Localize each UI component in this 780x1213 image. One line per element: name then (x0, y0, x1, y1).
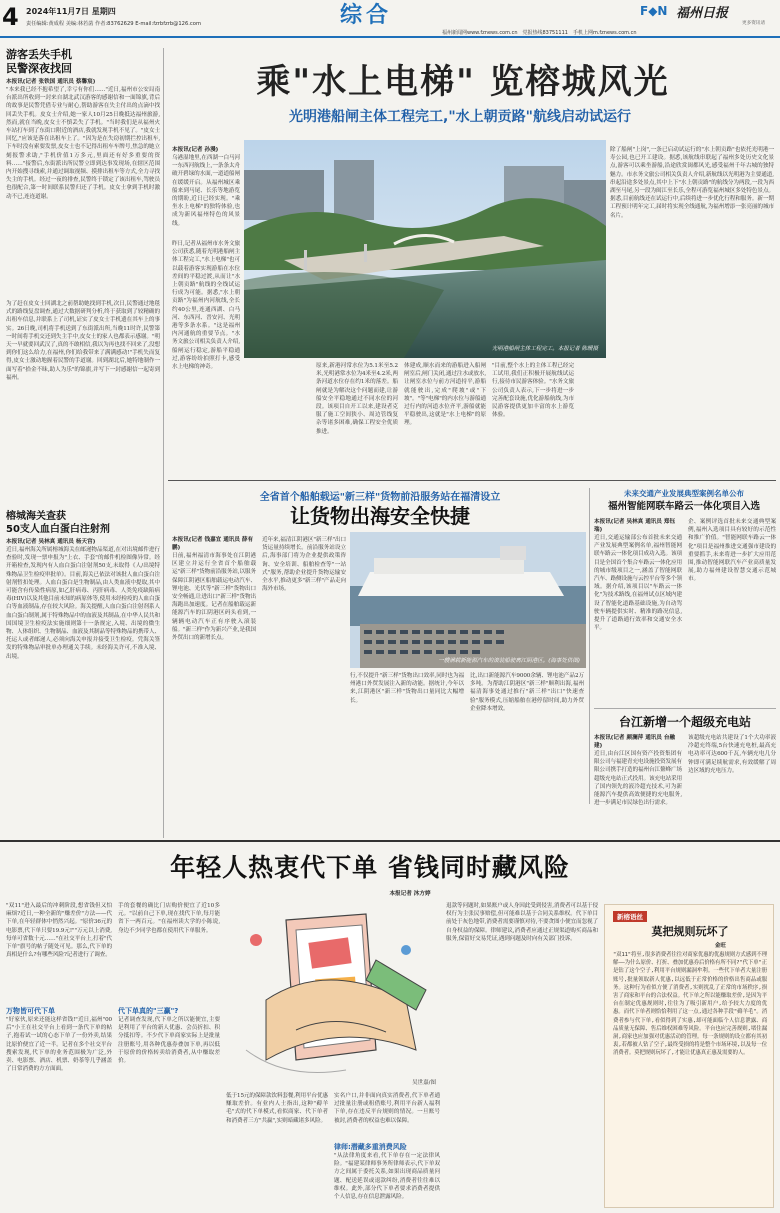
lead-photo (244, 140, 606, 358)
lead-text-6: 除了船闸"上岗",一条已启动试运行的"水上朝贡路"也依托光明港一寿公园,也已开工建设。据悉,该航线串联起了福州多处历史文化景点,游客可以乘坐游船,沿途欣赏闽都风光,感受福州千年古城的独特魅力。市水务文旅公司相关负责人介绍,新航线以光明港为主要通道,串起沿途多处景点,其中上下"水上朝贡路"的航线分为两段,一段为西湖至马尾,另一段为闽江至长乐,全程可游览福州城区多处特色景点。据悉,目前航线还在试运行中,后续将进一步优化行程和服务。新一期工程预计明年完工,届时将实现全线通航,为福州增添一张亮丽的城市名片。 (610, 147, 774, 219)
ship-text-3: 行,不仅提升"新三样"货物出口效率,同时也为福州港口外贸发展注入新的动能。据统计,今年以来,江阴港区"新三样"货物出口量同比大幅增长。 (350, 673, 464, 704)
customs-article (6, 510, 160, 840)
commentary-tag: 新榕语丝 (613, 911, 647, 922)
masthead-rule (0, 36, 780, 38)
youth-col4 (334, 1092, 440, 1208)
youth-text-2: 手的套餐的确比门店购价便宜了近10多元。"以前自己下单,现在找代下单,每月能省下一两百元。"在福州读大学的小陈说,身边不少同学也都在使用代下单服务。 (118, 903, 220, 934)
lead-text-1: 乌港湿地里,在西湖一白马河一东西河航线上,一条条太舟破开碧绿的水面,一道道船闸在缓缓开启。从福州城区乘船来到马尾、长乐等地游览的期盼,近日已经实现。"乘坐水上电梯"的独特体验,也成为新风福州特色的风景线。 (172, 155, 240, 227)
masthead-side-label: 更多资讯请 (742, 21, 765, 26)
youth-col1 (6, 902, 112, 1211)
ship-text-1: 日前,福州福清市海事处在江阴港区建立并运行全省首个船舶载运"新三样"货物前沿服务站,以服务保障江阴港区船舶载运电动汽车、锂电池、光伏等"新三样"货物出口安全畅通,让进出口"新三样"货物出海跑出加速度。记者在船舶载运新能源汽车的江阴港区码头看到,一辆辆电动汽车正有序驶入滚装船。"新三样"作为新兴产业,是我国外贸出口的新增长点。 (172, 553, 256, 642)
youth-illustration (226, 900, 442, 1086)
commentary-body: "双11"将至,很多消费者往往对商家优惠的优惠规则方式感到不理解——为什么原价、打折、叠加优惠券后价格有所不同?"代下单"正是钻了这个空子,利用平台规则漏洞牟利。一些代下单者大量注册账号,批量领取新人优惠,以远低于正常价格的价格出售商品或服务。这种行为看似方便了消费者,实则扰乱了正常的市场秩序,损害了商家和平台的合法权益。代下单之所以能赚取差价,是因为平台在制定优惠规则时,往往为了吸引新用户,给予较大力度的优惠。而代下单者则恰恰利用了这一点,通过各种手段"薅羊毛"。消费者参与代下单,看似得到了实惠,却可能面临个人信息泄露、商品质量无保障、售后维权困难等风险。平台也应完善规则,堵住漏洞,商家也应加强对优惠活动的管理。每一条规则的设立都有其初衷,若都被人钻了空子,最终受损的将是整个市场环境,以及每一位消费者。莫把规则玩坏了,才能让优惠真正惠及需要的人。 (613, 952, 767, 1057)
bottom-section-rule (0, 840, 780, 842)
masthead (0, 0, 780, 44)
charge-body: 近日,由台江区国有资产投资集团有限公司与福建青充电设施投资发展有限公司携手打造的福州台江鳌峰广场超级充电站正式投用。该充电站采用了国内领先的液冷超充技术,可为新能源汽车提供高效便捷的充电服务,进一步满足市民绿色出行需求。 (594, 751, 682, 807)
ev-title: 福州智能网联车路云一体化项目入选 (607, 501, 760, 512)
ev-col1 (594, 518, 682, 706)
lead-byline: 本报讯(记者 孙漫) (172, 147, 219, 153)
page-number: 4 (2, 3, 19, 31)
ship-title: 让货物出海安全快捷 (290, 504, 470, 528)
ev-body: 近日,交通运输部公布首批未来交通产业发展典型案例名单,福州智能网联车路云一体化项目成功入选。该项目是全国首个集合车路云一体化应用的城市级项目之一,涵盖了智能网联汽车、路侧设施与云控平台等多个领域。据介绍,该项目以"车路云一体化"为技术路线,在福州试点区域内建设了智能化道路基础设施,为自动驾驶车辆提供实时、精准的路况信息,提升了道路通行效率和交通安全水平。 (594, 535, 682, 632)
ship-text-4: 比,出口新能源汽车9000余辆、锂电池产品2万多吨。为帮助江阴港区"新三样"顺利出海,福州福清海事处通过推行"新三样"出口"快速查验"服务模式,压缩船舶在港停留时间,助力外贸企业降本增效。 (470, 673, 584, 712)
ev-byline: 本报讯(记者 吴林真 通讯员 郑钰瑞) (594, 519, 676, 533)
lost-phone-body: "本来我已经不抱希望了,幸亏有你们……"近日,福州市公安局南台派出所收到一封来自湖北武汉游客的感谢信和一面锦旗,背后的故事是民警凭借专业与耐心,帮助游客在失主付出的点滴中找回丢失手机。皮女士介绍,她一家人10月25日晚抵达福州旅游,然而,就在当晚,皮女士不慎丢失了手机。"当时我们是从福州火车站打车到了东街口附近的酒店,我就发现手机不见了。"皮女士回忆,"应该是落在出租车上了。"因为是在失窃初期拦控出租车,下车时没有索要发票,皮女士也不记得出租车车牌号,焦急的她立刻报警求助,"手机价值1万多元,里面还有好多重要的资料……"接警后,东街派出所民警立即到达事发现场,在辖区范围内开始搜寻线索,并通过调取视频、摸排出租车等方式,全力寻找失主的手机。经过一夜的排查,民警终于锁定了该出租车,驾驶员也很配合,第一时间联系民警归还了手机。皮女士拿到手机时激动不已,连连道谢。 (6, 87, 160, 200)
column-divider (163, 48, 164, 838)
ev-rule (594, 708, 776, 709)
lead-text-2: 昨日,记者从福州市水务文旅公司获悉,随着光明港船闸主体工程完工,"水上电梯"也可以载着游客实现游船在水位差间的平稳过渡,从而让"水上朝贡路"航线的全线试运行成为可能。据悉,"水上朝贡路"为福州内河航线,全长约40公里,连通西湖、白马河、东西河、晋安河、光明港等多条水系。"这是福州内河通航的重要节点。"水务文旅公司相关负责人介绍,船闸运行稳定,游船平稳通过,游客纷纷拍照打卡,感受水上电梯的神奇。 (172, 241, 240, 371)
masthead-subline: 福州新闻网www.fznews.com.cn 党报热线83751111 手机上网m.fznews.com.cn (442, 30, 637, 36)
youth-subhead-3: 律师:潜藏多重消费风险 (334, 1143, 407, 1151)
youth-subhead-2: 代下单真的"三赢"? (118, 1007, 179, 1015)
charge-title: 台江新增一个超级充电站 (618, 715, 751, 729)
ship-text-2: 近年来,福清江阴港区"新三样"出口货运量持续增长。前沿服务站设立后,海事部门将为企业提供政策咨询、安全培训、船舶检查等"一站式"服务,帮助企业提升货物运输安全水平,推动更多"新三样"产品走向海外市场。 (262, 537, 346, 593)
lead-text-4: 体建成,顺水而来的游船进入船闸闸室后,闸门关闭,通过注水或放水,让闸室水位与前方河道持平,游船就能驶出,完成"爬坡"或"下坡"。"等"电梯"的内水位与游船通过行内的河道水位齐平,游船就能平稳驶出,这就是"水上电梯"的原理。 (404, 363, 486, 427)
youth-text-2b: 记者调查发现,代下单之所以能便宜,主要是利用了平台的新人优惠、会员折扣、积分抵扣等。不少代下单商家实际上是批量注册账号,用各种优惠券叠加下单,再以低于原价的价格转卖给消费者,从中赚取差价。 (118, 1017, 220, 1065)
masthead-editor-line: 责任编辑:黄成程 美编:林若菡 作者:83762629 E-mail:fzrbfzrb@126.com (26, 21, 201, 27)
lead-col1 (172, 146, 240, 244)
youth-illustration-credit: 吴世嘉/图 (412, 1080, 436, 1086)
customs-byline: 本报讯(记者 吴林真 通讯员 杨天宫) (6, 539, 96, 545)
customs-title-1: 榕城海关查获 (6, 511, 66, 522)
phone-illustration (226, 900, 442, 1086)
youth-byline: 本报记者 沐方婷 (389, 891, 431, 897)
youth-text-3: 低于15元的保障款饮料套餐,利用平台优惠赚取差价。有业内人士指出,这种"薅羊毛"式的代下单模式,看似商家、代下单者和消费者三方"共赢",实则暗藏诸多风险。 (226, 1093, 328, 1124)
lost-phone-article (6, 48, 160, 488)
ev-kicker: 未来交通产业发展典型案例名单公布 (624, 489, 744, 498)
masthead-date: 2024年11月7日 星期四 (26, 7, 116, 16)
ship-byline: 本报讯(记者 钱嘉宜 通讯员 薛有鹏) (172, 537, 254, 551)
commentary-box (604, 904, 774, 1208)
section-title: 综合 (340, 3, 393, 28)
canal-photo (244, 140, 606, 358)
lead-text-5: "目前,整个水上的主体工程已经完工试用,我们正积极开展航线试运行,接待市民游客体验。"水务文旅公司负责人表示,下一步将进一步完善配套设施,优化游船航线,为市民游客提供更加丰富的水上游览体验。 (492, 363, 574, 419)
youth-text-5: 退款等问题时,如果账户或人身因此受到侵害,消费者可以基于侵权行为主张民事赔偿,但可能难以基于合同关系维权。代下单目前处于灰色地带,消费者需要谨慎对待,不要贪图小便宜而忽视了自身权益的保障。律师建议,消费者应通过正规渠道购买商品和服务,保留好交易凭证,遇到问题及时向有关部门投诉。 (446, 903, 598, 942)
charge-byline: 本报讯(记者 颜澜萍 通讯员 台融建) (594, 735, 676, 749)
charge-body-2: 该超级充电站共建设了1个大功率液冷超充终端,5台快速充电桩,最高充电功率可达600千瓦,车辆充电几分钟即可满足续航需求,有效缓解了周边区域的充电压力。 (688, 735, 776, 774)
ship-photo (350, 532, 586, 668)
youth-subhead-1: 万物皆可代下单 (6, 1007, 55, 1015)
youth-text-4b: "从法律角度来看,代下单存在一定法律风险。"福建某律师事务所律师表示,代下单双方之间属于委托关系,如果出现商品质量问题、配送延误或退款纠纷,消费者往往难以维权。此外,部分代下单者要求消费者提供个人信息,存在信息泄露风险。 (334, 1153, 440, 1201)
lost-phone-title-2: 民警深夜找回 (6, 62, 72, 75)
lost-phone-byline: 本报讯(记者 张铁国 通讯员 蔡馨宸) (6, 79, 96, 85)
commentary-author: 金旺 (715, 943, 727, 949)
ship-kicker: 全省首个船舶载运"新三样"货物前沿服务站在福清设立 (259, 492, 501, 503)
lost-phone-title-1: 游客丢失手机 (6, 48, 72, 61)
logo-mark: F◆N (640, 4, 668, 18)
lost-phone-body-2: 为了赶在皮女士回湖北之前帮助她找到手机,次日,民警通过地毯式的路线复盘调查,通过大数据研判分析,终于获取到了较精确的出租车信息,并联系上了司机,证实了皮女士手机遗在其车上的事实。26日晚,司机将手机送到了东街派出所,当晚11时许,民警第一时间将手机交还到失主手中,皮女士的家人也都表示感谢。"明天一早就要回武汉了,真的不敢相信,我以为再也找不回来了,没想到你们这么给力,在福州,你们给我带来了满满感动!"手机失而复得,皮女士激动地握着民警的手道谢。回到湖北后,她特地制作一面写着"拾金不昧,助人为乐"的锦旗,并写下一封感谢信一起寄到福州。 (6, 301, 160, 381)
charge-col1 (594, 734, 682, 830)
ship-col1 (172, 536, 256, 802)
youth-title: 年轻人热衷代下单 省钱同时藏风险 (170, 853, 570, 882)
port-photo (350, 532, 586, 668)
youth-text-1b: "好家伙,原来还能这样省钱!"近日,福州"00后"小王在社交平台上看到一条代下单的帖子,抱着试一试的心态下单了一份外卖,结果比原价便宜了近一半。记者在多个社交平台搜索发现,代下单的业务范围极为广泛,外卖、电影票、酒店、机票、奶茶等几乎涵盖了日常消费的方方面面。 (6, 1017, 112, 1073)
youth-col2 (118, 902, 220, 1211)
customs-title-2: 50支人血白蛋白注射剂 (6, 524, 110, 535)
ship-photo-caption: 一艘满载新能源汽车的滚装船驶离江阴港区。(海事处供图) (438, 658, 580, 664)
commentary-title: 莫把规则玩坏了 (651, 925, 729, 938)
column-divider-right (589, 488, 590, 804)
youth-text-4: 实名户口,并非面向真实消费者,代下单者通过批量注册或租借账号,利用平台新人福利下单,存在违反平台规则的情况。一旦账号被封,消费者的权益也难以保障。 (334, 1093, 440, 1124)
customs-body: 近日,福州海关所属榕城海关在邮递物品渠道,在对出境邮件进行查验时,发现一票申报为"上衣、手套"的邮件机检图像异常。经开箱检查,发现内有人血白蛋白注射剂50支,未取得《人/出境特殊物品卫生检疫审批单》。目前,海关已依法对该批人血白蛋白注射剂暂扣处理。人血白蛋白是生物制品,由人类血液中提取,其中可能含有传染性病原,如乙肝病毒、丙肝病毒、人类免疫缺陷病毒(HIV)以及其他目前未知的病原体等,使用未经检疫的人血白蛋白等血液制品,存在较大风险。海关提醒,人血白蛋白注射剂系人血白蛋白制剂,属于特殊物品中的血液及其制品,在中华人民共和国国境卫生检疫法实施细则第十一条规定,入境、出境的微生物、人体组织、生物制品、血液及其制品等特殊物品的携带人、托运人或者邮递人,必须向海关申报并接受卫生检疫。凭海关签发的特殊物品审批单办理通关手续。未经海关许可,不准入境、出境。 (6, 547, 160, 660)
lead-photo-caption: 光明港船闸主体工程完工。本报记者 陈暖摄 (491, 346, 598, 352)
youth-text-1: "双11"进入最后的冲刺阶段,想省钱但又怕麻烦?近日,一种全新的"赚差价"方法——代下单,在年轻群体中悄然兴起。"原价36元的电影票,代下单只要19.9元!""万元以上消费,每单可省数十元……"在社交平台上,打着"代下单"旗号的帖子随处可见。那么,代下单的真相是什么?有哪些风险?记者进行了调查。 (6, 903, 112, 959)
lead-subtitle: 光明港船闸主体工程完工,"水上朝贡路"航线启动试运行 (289, 109, 631, 125)
lead-title: 乘"水上电梯" 览榕城风光 (256, 62, 670, 102)
section-rule (168, 480, 776, 481)
newspaper-logo: 福州日报 (676, 6, 729, 21)
lead-text-3: 原来,新港河常水位为5.1米至5.2米,光明港常水位为4米至4.2米,两条河道水位存在约1米的落差。船闸就是为解决这个问题而建,让游船安全平稳地通过不同水位的河段。该项目自开工以来,建设者克服了施工空间狭小、周边管线复杂等诸多困难,确保工程安全优质推进。 (316, 363, 398, 435)
ev-body-2: 企、案例评选首批未来交通典型案例,福州入选项目具有较好的示范性和推广价值。"智能网联车路云一体化"项目是福州推进交通强市建设的重要抓手,未来将进一步扩大应用范围,推动智能网联汽车产业高质量发展,助力福州建设智慧交通示范城市。 (688, 519, 776, 583)
